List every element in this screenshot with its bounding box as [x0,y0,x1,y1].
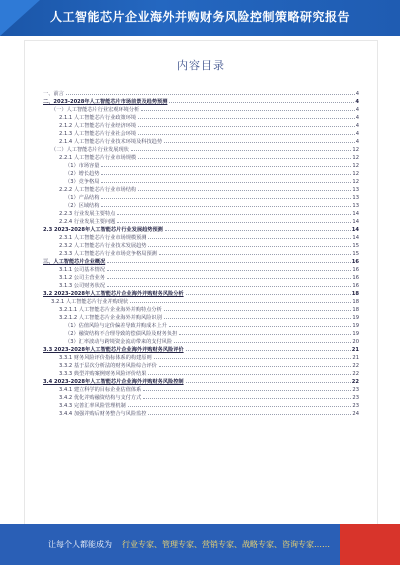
toc-leader-dots [101,174,351,175]
toc-entry-page: 18 [352,307,359,313]
toc-entry[interactable] [43,185,359,193]
toc-entry-page: 22 [352,363,359,369]
toc-leader-dots [179,334,351,335]
toc-leader-dots [143,390,351,391]
toc-entry[interactable] [43,241,359,249]
toc-leader-dots [101,182,351,183]
toc-entry[interactable] [43,225,359,233]
toc-entry[interactable] [43,289,359,297]
toc-entry[interactable] [43,177,359,185]
toc-entry-page: 15 [352,251,359,257]
toc-entry-page: 16 [352,283,359,289]
toc-entry[interactable] [43,129,359,137]
toc-leader-dots [174,342,351,343]
toc-entry-title: 2.2.3 行业发展主要特点 [59,211,116,217]
toc-entry-title: 2.1.3 人工智能芯片行业社会环境 [59,131,137,137]
toc-entry-title: 3.2.1.1 人工智能芯片企业海外并购特点分析 [59,307,162,313]
toc-heading: 内容目录 [177,59,225,72]
toc-entry-page: 18 [352,299,359,305]
toc-leader-dots [138,126,355,127]
toc-entry-title: 3.2 2023-2028年人工智能芯片企业海外并购财务风险分析 [43,291,184,297]
toc-entry[interactable] [43,201,359,209]
toc-entry-page: 12 [352,163,359,169]
toc-leader-dots [169,326,352,327]
toc-entry-page: 23 [352,387,359,393]
toc-entry-page: 23 [352,403,359,409]
toc-entry-title: 3.3 2023-2028年人工智能芯片企业海外并购财务风险评价 [43,347,184,353]
toc-entry-page: 12 [352,179,359,185]
toc-entry[interactable] [43,393,359,401]
toc-entry-page: 18 [351,291,359,297]
toc-entry[interactable] [43,313,359,321]
toc-entry-page: 22 [351,379,359,385]
toc-leader-dots [164,310,352,311]
toc-entry-title: 3.2.1 人工智能芯片行业并购现状 [51,299,129,305]
toc-entry-page: 24 [352,411,359,417]
toc-leader-dots [138,134,355,135]
footer-slogan: 让每个人都能成为 [48,540,112,549]
toc-leader-dots [128,406,352,407]
toc-leader-dots [66,94,355,95]
toc-leader-dots [117,222,351,223]
toc-entry-title: 一、前言 [43,91,64,97]
toc-entry-title: （一）人工智能芯片行业宏观环境分析 [51,107,140,113]
toc-entry[interactable] [43,361,359,369]
toc-entry[interactable] [43,193,359,201]
toc-entry-title: 2.3.3 人工智能芯片行业市场竞争格局预测 [59,251,157,257]
toc-entry-title: 3.1.2 公司主营业务 [59,275,105,281]
toc-entry-title: 3.4.3 完善汇率风险管理机制 [59,403,126,409]
toc-leader-dots [117,214,351,215]
toc-entry[interactable] [43,369,359,377]
toc-entry-page: 16 [352,275,359,281]
document-title: 人工智能芯片企业海外并购财务风险控制策略研究报告 [49,10,350,24]
toc-leader-dots [159,366,352,367]
toc-entry-title: （二）人工智能芯片行业发展现状 [51,147,129,153]
toc-entry[interactable] [43,105,359,113]
toc-entry-title: （2）区域结构 [65,203,100,209]
toc-leader-dots [164,142,355,143]
toc-leader-dots [138,190,351,191]
toc-entry-title: （3）汇率波动与跨境资金流动带来的支付风险 [65,339,173,345]
toc-entry[interactable] [43,233,359,241]
toc-entry[interactable] [43,377,359,385]
toc-entry-title: （2）融资结构不合理导致的偿债风险及财务负担 [65,331,178,337]
toc-entry-page: 20 [352,339,359,345]
toc-entry-title: 2.2.1 人工智能芯片行业市场规模 [59,155,137,161]
toc-leader-dots [186,350,351,351]
toc-entry-page: 13 [352,195,359,201]
toc-entry-page: 21 [351,347,359,353]
toc-leader-dots [165,230,351,231]
toc-entry[interactable] [43,137,359,145]
toc-entry[interactable] [43,345,359,353]
toc-leader-dots [186,294,351,295]
toc-entry-title: （1）市场容量 [65,163,100,169]
toc-entry-title: （3）竞争格局 [65,179,100,185]
toc-leader-dots [143,398,351,399]
toc-leader-dots [169,102,354,103]
toc-entry-page: 12 [352,171,359,177]
toc-entry[interactable] [43,321,359,329]
toc-leader-dots [131,150,352,151]
toc-entry-title: （2）增长趋势 [65,171,100,177]
toc-entry-title: 2.2.4 行业发展主要问题 [59,219,116,225]
toc-leader-dots [159,254,352,255]
toc-entry-page: 13 [352,187,359,193]
toc-entry-page: 14 [352,235,359,241]
toc-entry-title: 2.3.2 人工智能芯片行业技术发展趋势 [59,243,147,249]
toc-entry-title: 3.4.4 加强并购后财务整合与风险监控 [59,411,147,417]
toc-entry-title: 2.2.2 人工智能芯片行业市场结构 [59,187,137,193]
toc-leader-dots [141,110,354,111]
toc-leader-dots [107,286,351,287]
toc-entry-title: （1）估值风险与定价偏差导致并购成本上升 [65,323,167,329]
toc-entry-title: 三、人工智能芯片企业概况 [43,259,106,265]
toc-leader-dots [101,166,351,167]
toc-leader-dots [107,278,351,279]
toc-entry-page: 4 [355,139,359,145]
toc-entry[interactable] [43,153,359,161]
toc-entry-page: 19 [352,323,359,329]
toc-entry-page: 23 [352,395,359,401]
toc-entry-page: 4 [355,115,359,121]
toc-entry-page: 14 [352,219,359,225]
toc-leader-dots [186,382,351,383]
toc-entry[interactable] [43,385,359,393]
toc-entry-title: 3.1.1 公司基本情况 [59,267,105,273]
toc-entry[interactable] [43,161,359,169]
toc-entry-page: 12 [352,147,359,153]
toc-entry[interactable] [43,329,359,337]
footer-services: 行业专家、管理专家、营销专家、战略专家、咨询专家…… [122,540,330,549]
toc-leader-dots [101,198,351,199]
toc-entry[interactable] [43,217,359,225]
toc-entry[interactable] [43,257,359,265]
toc-entry-title: 2.1.2 人工智能芯片行业经济环境 [59,123,137,129]
toc-entry-page: 4 [355,123,359,129]
toc-entry-page: 12 [352,155,359,161]
toc-entry-page: 14 [351,227,359,233]
toc-leader-dots [130,302,351,303]
toc-entry-title: 2.1.4 人工智能芯片行业技术环境及科技趋势 [59,139,163,145]
toc-leader-dots [107,270,351,271]
toc-entry-page: 15 [352,243,359,249]
toc-entry[interactable] [43,353,359,361]
toc-entry-page: 19 [352,331,359,337]
toc-entry-title: 2.1.1 人工智能芯片行业政策环境 [59,115,137,121]
toc-entry-page: 4 [355,131,359,137]
toc-entry[interactable] [43,97,359,105]
toc-entry-page: 21 [352,355,359,361]
toc-entry[interactable] [43,337,359,345]
toc-entry-title: 3.4 2023-2028年人工智能芯片企业海外并购财务风险控制 [43,379,184,385]
toc-entry-page: 16 [351,259,359,265]
toc-leader-dots [148,238,351,239]
toc-entry-title: 2.3.1 人工智能芯片行业市场规模预测 [59,235,147,241]
footer-accent [340,524,400,565]
toc-entry[interactable] [43,113,359,121]
toc-entry[interactable] [43,297,359,305]
toc-entry[interactable] [43,265,359,273]
toc-entry-title: （1）产品结构 [65,195,100,201]
toc-entry[interactable] [43,89,359,97]
toc-entry-title: 3.3.2 基于层次分析法的财务风险综合评价 [59,363,157,369]
toc-entry-page: 4 [355,91,359,97]
toc-leader-dots [101,206,351,207]
toc-entry-title: 3.4.2 优化并购融资结构与支付方式 [59,395,142,401]
toc-entry[interactable] [43,121,359,129]
toc-entry-title: 3.1.3 公司财务状况 [59,283,105,289]
toc-entry[interactable] [43,209,359,217]
document-page [24,40,378,526]
toc-entry-page: 13 [352,203,359,209]
toc-leader-dots [148,414,351,415]
toc-entry-title: 3.3.3 典型并购案例财务风险评价结果 [59,371,147,377]
toc-leader-dots [107,262,351,263]
toc-entry-page: 4 [355,107,359,113]
toc-entry[interactable] [43,401,359,409]
toc-list [43,89,359,417]
toc-entry[interactable] [43,273,359,281]
toc-entry-page: 4 [355,99,359,105]
toc-entry-page: 16 [352,267,359,273]
toc-entry[interactable] [43,249,359,257]
toc-leader-dots [148,246,351,247]
toc-entry[interactable] [43,169,359,177]
toc-entry[interactable] [43,281,359,289]
toc-entry-title: 3.3.1 财务风险评价指标体系的构建原则 [59,355,152,361]
toc-leader-dots [138,118,355,119]
toc-entry-page: 14 [352,211,359,217]
toc-entry-title: 二、2023-2028年人工智能芯片市场前景及趋势预测 [43,99,168,105]
toc-leader-dots [148,374,351,375]
toc-entry-title: 3.2.1.2 人工智能芯片企业海外并购风险识别 [59,315,162,321]
toc-entry[interactable] [43,305,359,313]
toc-entry[interactable] [43,145,359,153]
toc-entry-title: 2.3 2023-2028年人工智能芯片行业发展趋势预测 [43,227,163,233]
toc-leader-dots [164,318,352,319]
toc-entry[interactable] [43,409,359,417]
toc-leader-dots [154,358,352,359]
toc-entry-page: 19 [352,315,359,321]
toc-entry-title: 3.4.1 建立科学的目标企业估值体系 [59,387,142,393]
toc-entry-page: 22 [352,371,359,377]
toc-leader-dots [138,158,351,159]
